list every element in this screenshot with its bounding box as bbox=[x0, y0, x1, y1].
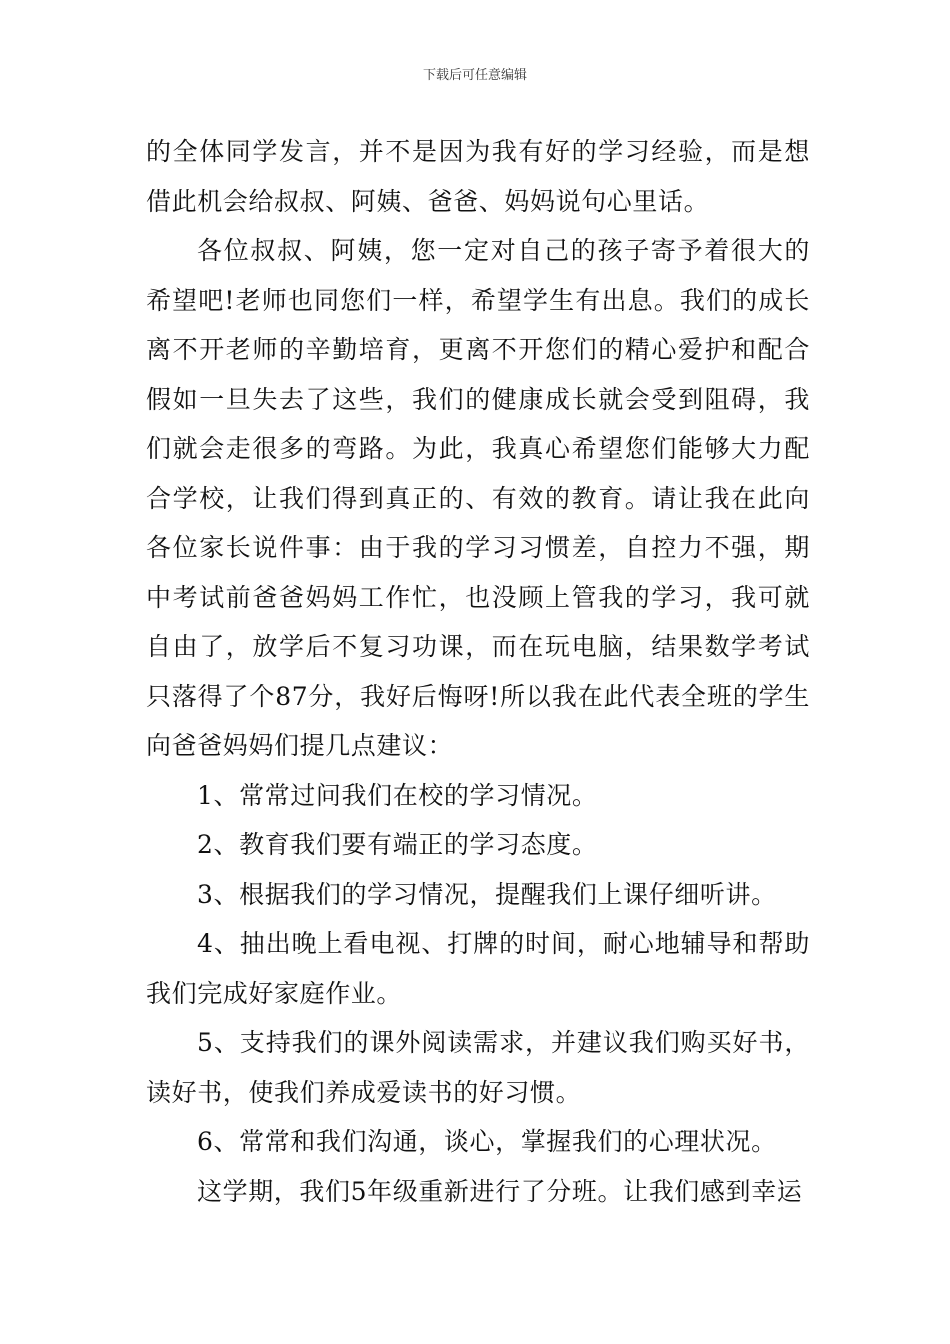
paragraph-1: 的全体同学发言，并不是因为我有好的学习经验，而是想借此机会给叔叔、阿姨、爸爸、妈妈说句心里话。 bbox=[146, 137, 810, 216]
document-body bbox=[146, 127, 810, 1216]
paragraph-last: 这学期，我们5年级重新进行了分班。让我们感到幸运 bbox=[197, 1176, 803, 1206]
suggestion-4: 4、抽出晚上看电视、打牌的时间，耐心地辅导和帮助我们完成好家庭作业。 bbox=[146, 929, 810, 1008]
suggestion-3: 3、根据我们的学习情况，提醒我们上课仔细听讲。 bbox=[197, 879, 777, 909]
page-header: 下载后可任意编辑 bbox=[422, 68, 527, 83]
suggestion-1: 1、常常过问我们在校的学习情况。 bbox=[197, 780, 598, 810]
suggestion-6: 6、常常和我们沟通，谈心，掌握我们的心理状况。 bbox=[197, 1127, 777, 1156]
suggestion-5: 5、支持我们的课外阅读需求，并建议我们购买好书，读好书，使我们养成爱读书的好习惯。 bbox=[146, 1028, 810, 1107]
suggestion-2: 2、教育我们要有端正的学习态度。 bbox=[197, 830, 598, 859]
paragraph-2: 各位叔叔、阿姨，您一定对自己的孩子寄予着很大的希望吧!老师也同您们一样，希望学生有出息。我们的成长离不开老师的辛勤培育，更离不开您们的精心爱护和配合假如一旦失去了这些，我们的健康成长就会受到阻碍，我们就会走很多的弯路。为此，我真心希望您们能够大力配合学校，让我们得到真正的、有效的教育。请让我在此向各位家长说件事：由于我的学习习惯差，自控力不强，期中考试前爸爸妈妈工作忙，也没顾上管我的学习，我可就自由了，放学后不复习功课，而在玩电脑，结果数学考试只落得了个87分，我好后悔呀!所以我在此代表全班的学生向爸爸妈妈们提几点建议： bbox=[146, 236, 810, 760]
